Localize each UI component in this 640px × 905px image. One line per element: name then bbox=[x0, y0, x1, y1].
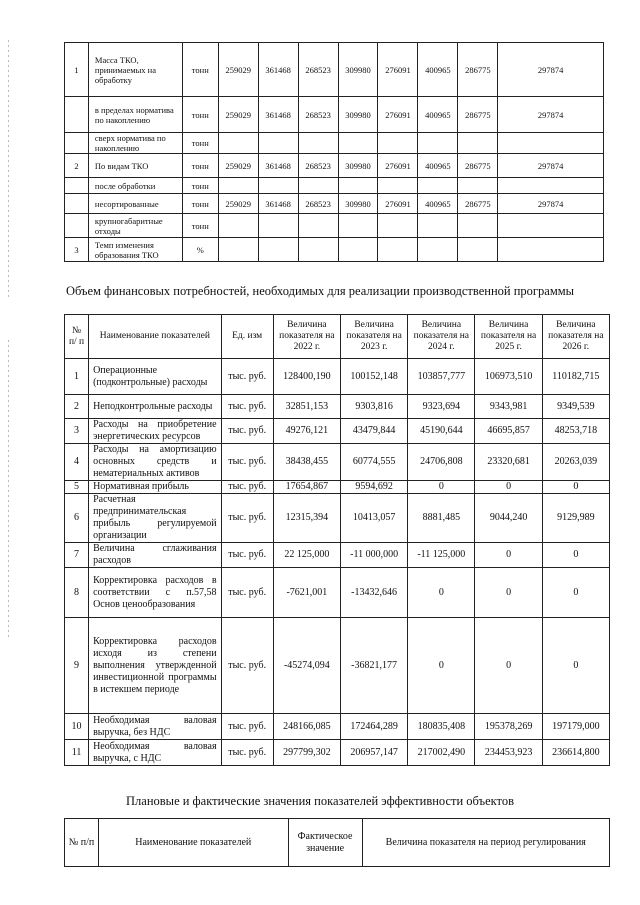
row-value: 43479,844 bbox=[340, 419, 407, 444]
row-value: 9044,240 bbox=[475, 494, 542, 543]
row-value: 180835,408 bbox=[408, 714, 475, 740]
row-number: 1 bbox=[65, 359, 89, 395]
row-name: несортированные bbox=[88, 194, 182, 214]
header-no: № п/ п bbox=[65, 315, 89, 359]
row-value: 259029 bbox=[218, 154, 258, 178]
row-value: 309980 bbox=[338, 43, 378, 97]
row-value: 276091 bbox=[378, 97, 418, 133]
row-unit: тыс. руб. bbox=[221, 714, 273, 740]
row-value bbox=[418, 214, 458, 238]
row-unit: тонн bbox=[182, 43, 218, 97]
row-unit: тонн bbox=[182, 194, 218, 214]
row-number: 7 bbox=[65, 543, 89, 568]
row-number: 9 bbox=[65, 618, 89, 714]
row-value: 0 bbox=[408, 568, 475, 618]
row-value: 10413,057 bbox=[340, 494, 407, 543]
row-name: Масса ТКО, принимаемых на обработку bbox=[88, 43, 182, 97]
table-row bbox=[65, 154, 604, 178]
row-value: 23320,681 bbox=[475, 444, 542, 481]
row-value bbox=[338, 133, 378, 154]
row-value bbox=[378, 133, 418, 154]
row-value: 236614,800 bbox=[542, 740, 609, 766]
row-value: 45190,644 bbox=[408, 419, 475, 444]
row-value: 128400,190 bbox=[273, 359, 340, 395]
table-row bbox=[65, 194, 604, 214]
row-value: 0 bbox=[542, 568, 609, 618]
header-2026: Величина показателя на 2026 г. bbox=[542, 315, 609, 359]
row-value: 46695,857 bbox=[475, 419, 542, 444]
row-number bbox=[65, 178, 89, 194]
header-2024: Величина показателя на 2024 г. bbox=[408, 315, 475, 359]
row-unit: % bbox=[182, 238, 218, 262]
row-value: 0 bbox=[475, 618, 542, 714]
row-value: 9349,539 bbox=[542, 395, 609, 419]
header-name: Наименование показателей bbox=[98, 819, 288, 867]
row-value: -45274,094 bbox=[273, 618, 340, 714]
row-value: 48253,718 bbox=[542, 419, 609, 444]
row-name: Необходимая валовая выручка, с НДС bbox=[89, 740, 221, 766]
row-number: 3 bbox=[65, 419, 89, 444]
row-value bbox=[298, 178, 338, 194]
row-value: 268523 bbox=[298, 154, 338, 178]
row-value: 8881,485 bbox=[408, 494, 475, 543]
table-row bbox=[65, 481, 610, 494]
table-row bbox=[65, 238, 604, 262]
row-name: Операционные (подконтрольные) расходы bbox=[89, 359, 221, 395]
table-row bbox=[65, 133, 604, 154]
row-value bbox=[458, 178, 498, 194]
row-value bbox=[258, 133, 298, 154]
header-2022: Величина показателя на 2022 г. bbox=[273, 315, 340, 359]
row-value: 24706,808 bbox=[408, 444, 475, 481]
scan-margin-dots bbox=[8, 40, 9, 300]
table-row bbox=[65, 419, 610, 444]
row-value: 0 bbox=[408, 618, 475, 714]
table-row bbox=[65, 395, 610, 419]
row-unit: тыс. руб. bbox=[221, 740, 273, 766]
row-value: 100152,148 bbox=[340, 359, 407, 395]
row-unit: тыс. руб. bbox=[221, 568, 273, 618]
table-row bbox=[65, 444, 610, 481]
row-number: 11 bbox=[65, 740, 89, 766]
row-value: 297874 bbox=[498, 154, 604, 178]
row-value bbox=[378, 214, 418, 238]
table-row bbox=[65, 740, 610, 766]
row-value bbox=[498, 214, 604, 238]
row-value: 103857,777 bbox=[408, 359, 475, 395]
row-name: Темп изменения образования ТКО bbox=[88, 238, 182, 262]
row-value: 0 bbox=[542, 618, 609, 714]
row-unit: тыс. руб. bbox=[221, 543, 273, 568]
row-value: 9594,692 bbox=[340, 481, 407, 494]
row-name: Величина сглаживания расходов bbox=[89, 543, 221, 568]
row-value: 197179,000 bbox=[542, 714, 609, 740]
row-value: 195378,269 bbox=[475, 714, 542, 740]
row-value: 276091 bbox=[378, 43, 418, 97]
row-value: 361468 bbox=[258, 194, 298, 214]
row-value: 259029 bbox=[218, 97, 258, 133]
header-2023: Величина показателя на 2023 г. bbox=[340, 315, 407, 359]
row-value: 276091 bbox=[378, 154, 418, 178]
row-value bbox=[498, 133, 604, 154]
header-unit: Ед. изм bbox=[221, 315, 273, 359]
row-unit: тыс. руб. bbox=[221, 395, 273, 419]
row-value: 309980 bbox=[338, 154, 378, 178]
table-row bbox=[65, 618, 610, 714]
row-value bbox=[338, 238, 378, 262]
row-value bbox=[258, 238, 298, 262]
row-value: 309980 bbox=[338, 194, 378, 214]
row-value bbox=[298, 214, 338, 238]
row-value: 361468 bbox=[258, 154, 298, 178]
row-number bbox=[65, 97, 89, 133]
row-value: 9129,989 bbox=[542, 494, 609, 543]
row-name: Неподконтрольные расходы bbox=[89, 395, 221, 419]
row-value bbox=[498, 238, 604, 262]
table-row bbox=[65, 714, 610, 740]
row-value bbox=[418, 178, 458, 194]
row-value: 172464,289 bbox=[340, 714, 407, 740]
row-value: 400965 bbox=[418, 43, 458, 97]
header-name: Наименование показателей bbox=[89, 315, 221, 359]
row-value: 0 bbox=[475, 481, 542, 494]
row-number: 8 bbox=[65, 568, 89, 618]
row-value: 259029 bbox=[218, 43, 258, 97]
row-value: 9323,694 bbox=[408, 395, 475, 419]
row-number bbox=[65, 214, 89, 238]
row-value: 400965 bbox=[418, 194, 458, 214]
row-number: 5 bbox=[65, 481, 89, 494]
row-value bbox=[458, 214, 498, 238]
row-value: 400965 bbox=[418, 154, 458, 178]
row-name: Расходы на приобретение энергетических ресурсов bbox=[89, 419, 221, 444]
row-value: 206957,147 bbox=[340, 740, 407, 766]
row-value: 12315,394 bbox=[273, 494, 340, 543]
row-name: Расчетная предпринимательская прибыль регулируемой организации bbox=[89, 494, 221, 543]
row-value: 297799,302 bbox=[273, 740, 340, 766]
row-unit: тыс. руб. bbox=[221, 494, 273, 543]
row-value: 234453,923 bbox=[475, 740, 542, 766]
row-value: 297874 bbox=[498, 43, 604, 97]
row-name: сверх норматива по накоплению bbox=[88, 133, 182, 154]
row-value: 110182,715 bbox=[542, 359, 609, 395]
header-period: Величина показателя на период регулирования bbox=[362, 819, 609, 867]
row-value bbox=[498, 178, 604, 194]
row-unit: тыс. руб. bbox=[221, 359, 273, 395]
row-value: 0 bbox=[475, 543, 542, 568]
row-value: 400965 bbox=[418, 97, 458, 133]
row-value bbox=[298, 133, 338, 154]
row-value: -7621,001 bbox=[273, 568, 340, 618]
row-name: Корректировка расходов исходя из степени выполнения утвержденной инвестиционной программы в истекшем периоде bbox=[89, 618, 221, 714]
row-name: после обработки bbox=[88, 178, 182, 194]
row-number: 4 bbox=[65, 444, 89, 481]
efficiency-indicators-heading: Плановые и фактические значения показателей эффективности объектов bbox=[126, 794, 514, 808]
row-number: 2 bbox=[65, 395, 89, 419]
row-name: крупногабаритные отходы bbox=[88, 214, 182, 238]
row-value: 0 bbox=[475, 568, 542, 618]
row-name: Необходимая валовая выручка, без НДС bbox=[89, 714, 221, 740]
row-value bbox=[338, 178, 378, 194]
row-value: 259029 bbox=[218, 194, 258, 214]
row-value: 248166,085 bbox=[273, 714, 340, 740]
row-number bbox=[65, 194, 89, 214]
row-value bbox=[298, 238, 338, 262]
row-unit: тонн bbox=[182, 154, 218, 178]
row-value: 22 125,000 bbox=[273, 543, 340, 568]
row-value bbox=[378, 238, 418, 262]
header-no: № п/п bbox=[65, 819, 99, 867]
row-value: 0 bbox=[542, 543, 609, 568]
row-value bbox=[338, 214, 378, 238]
row-value: -13432,646 bbox=[340, 568, 407, 618]
row-value bbox=[218, 214, 258, 238]
row-value bbox=[378, 178, 418, 194]
row-name: в пределах норматива по накоплению bbox=[88, 97, 182, 133]
row-number: 1 bbox=[65, 43, 89, 97]
row-value bbox=[218, 133, 258, 154]
row-value bbox=[218, 178, 258, 194]
row-number: 10 bbox=[65, 714, 89, 740]
row-number: 2 bbox=[65, 154, 89, 178]
row-value: 9303,816 bbox=[340, 395, 407, 419]
row-name: Нормативная прибыль bbox=[89, 481, 221, 494]
row-value bbox=[258, 214, 298, 238]
row-value: 32851,153 bbox=[273, 395, 340, 419]
table-row bbox=[65, 359, 610, 395]
table-row bbox=[65, 97, 604, 133]
row-value: 0 bbox=[408, 481, 475, 494]
table-row bbox=[65, 178, 604, 194]
row-value bbox=[418, 133, 458, 154]
row-value bbox=[418, 238, 458, 262]
table-row bbox=[65, 214, 604, 238]
financial-needs-table bbox=[64, 314, 610, 766]
tko-mass-table bbox=[64, 42, 604, 262]
row-number: 3 bbox=[65, 238, 89, 262]
row-number bbox=[65, 133, 89, 154]
row-unit: тонн bbox=[182, 97, 218, 133]
row-value: 9343,981 bbox=[475, 395, 542, 419]
row-unit: тыс. руб. bbox=[221, 618, 273, 714]
row-value: 38438,455 bbox=[273, 444, 340, 481]
row-value: 297874 bbox=[498, 97, 604, 133]
row-name: Корректировка расходов в соответствии с п.57,58 Основ ценообразования bbox=[89, 568, 221, 618]
row-value: 268523 bbox=[298, 194, 338, 214]
row-value bbox=[458, 238, 498, 262]
table-row bbox=[65, 494, 610, 543]
row-value: 286775 bbox=[458, 97, 498, 133]
row-value: 286775 bbox=[458, 43, 498, 97]
row-value: 106973,510 bbox=[475, 359, 542, 395]
row-name: По видам ТКО bbox=[88, 154, 182, 178]
header-2025: Величина показателя на 2025 г. bbox=[475, 315, 542, 359]
row-value: 361468 bbox=[258, 43, 298, 97]
table-row bbox=[65, 43, 604, 97]
row-value: -11 125,000 bbox=[408, 543, 475, 568]
row-value bbox=[218, 238, 258, 262]
row-unit: тыс. руб. bbox=[221, 481, 273, 494]
row-value: 361468 bbox=[258, 97, 298, 133]
row-value: 17654,867 bbox=[273, 481, 340, 494]
row-number: 6 bbox=[65, 494, 89, 543]
row-value: 20263,039 bbox=[542, 444, 609, 481]
row-unit: тыс. руб. bbox=[221, 419, 273, 444]
row-value: 49276,121 bbox=[273, 419, 340, 444]
efficiency-indicators-table bbox=[64, 818, 610, 867]
row-value: 217002,490 bbox=[408, 740, 475, 766]
row-value bbox=[458, 133, 498, 154]
row-unit: тонн bbox=[182, 178, 218, 194]
header-fact: Фактическое значение bbox=[288, 819, 362, 867]
scan-margin-dots-2 bbox=[8, 340, 9, 640]
row-value bbox=[258, 178, 298, 194]
row-value: 0 bbox=[542, 481, 609, 494]
table-row bbox=[65, 543, 610, 568]
financial-needs-heading: Объем финансовых потребностей, необходимых для реализации производственной программы bbox=[65, 284, 575, 298]
row-value: 60774,555 bbox=[340, 444, 407, 481]
row-value: 268523 bbox=[298, 97, 338, 133]
row-unit: тыс. руб. bbox=[221, 444, 273, 481]
row-value: -36821,177 bbox=[340, 618, 407, 714]
row-value: 297874 bbox=[498, 194, 604, 214]
row-value: 286775 bbox=[458, 154, 498, 178]
row-name: Расходы на амортизацию основных средств и нематериальных активов bbox=[89, 444, 221, 481]
row-value: 268523 bbox=[298, 43, 338, 97]
row-unit: тонн bbox=[182, 133, 218, 154]
row-value: 309980 bbox=[338, 97, 378, 133]
row-unit: тонн bbox=[182, 214, 218, 238]
row-value: -11 000,000 bbox=[340, 543, 407, 568]
table-row bbox=[65, 568, 610, 618]
row-value: 276091 bbox=[378, 194, 418, 214]
row-value: 286775 bbox=[458, 194, 498, 214]
